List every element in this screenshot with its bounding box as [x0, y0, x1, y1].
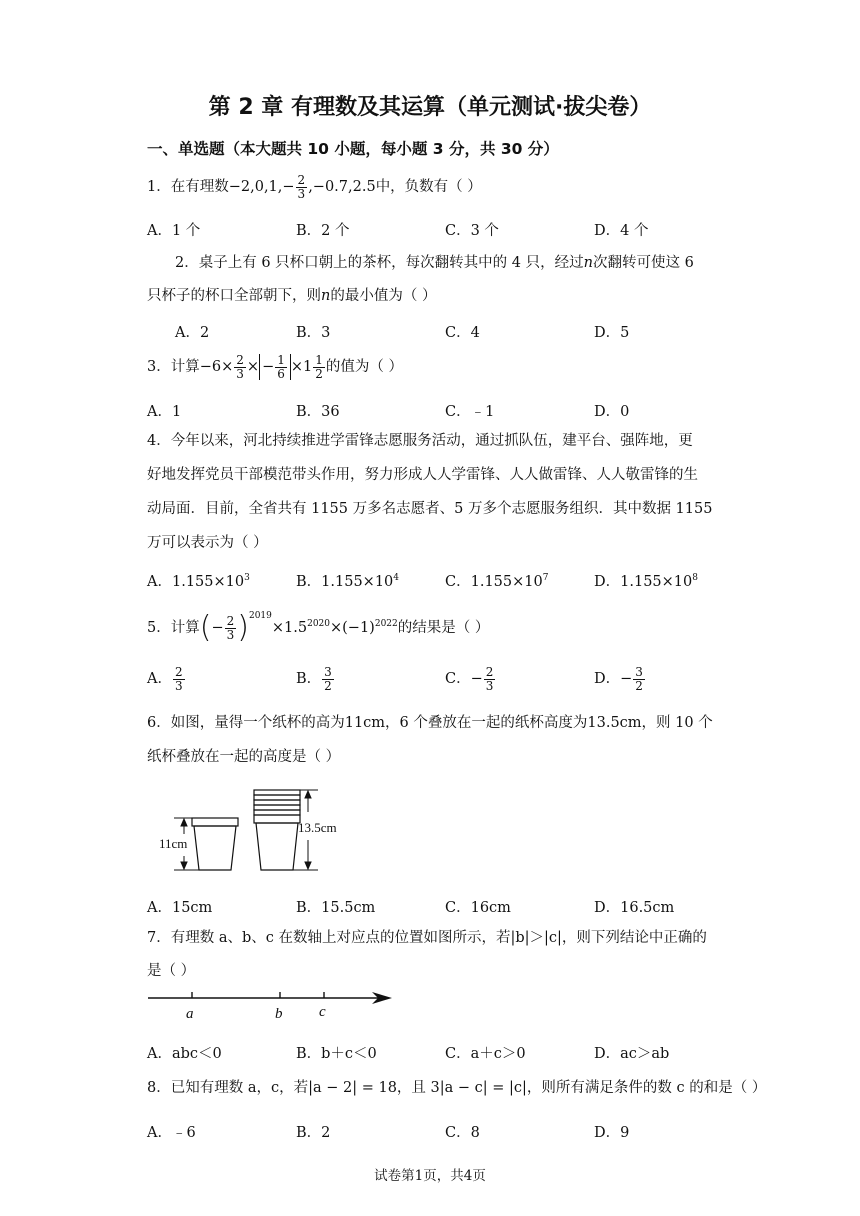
page-footer: 试卷第1页，共4页	[374, 1168, 486, 1184]
q3-option-d[interactable]: D．0	[594, 404, 630, 420]
q5-option-d[interactable]	[594, 666, 646, 692]
q4-c-exp: 7	[542, 573, 549, 584]
q5-fraction	[225, 615, 237, 641]
q3-f1-den: 3	[236, 366, 244, 381]
q1-list-b: ,−0.7,2.5	[308, 179, 376, 196]
q7-option-d[interactable]: D．ac＞ab	[594, 1046, 670, 1062]
q7-option-a[interactable]: A．abc＜0	[147, 1046, 222, 1062]
q4-b-exp: 4	[393, 573, 400, 584]
q6-option-c[interactable]: C．16cm	[445, 900, 511, 916]
q1-option-c[interactable]: C．3 个	[445, 223, 499, 239]
q3-expr-2: ×	[246, 359, 260, 376]
q5-a-num: 2	[174, 665, 183, 679]
q7-option-b[interactable]: B．b＋c＜0	[296, 1046, 377, 1062]
paper-cup-figure	[150, 784, 370, 880]
axis-label-c: c	[319, 1004, 326, 1020]
q4-c-base: 1.155×10	[470, 574, 543, 590]
q4-option-a[interactable]	[147, 570, 250, 591]
q3-fraction-2	[275, 354, 287, 380]
q5-exp-3: 2022	[374, 619, 398, 630]
q3-f1-num: 2	[236, 353, 244, 367]
q4-d-label: D．	[594, 574, 621, 590]
q1-option-a[interactable]: A．1 个	[147, 223, 201, 239]
q4-a-exp: 3	[244, 573, 250, 584]
q2-line1-post: 次翻转可使这 6	[592, 255, 694, 271]
single-cup	[192, 818, 238, 870]
q3-option-b[interactable]: B．36	[296, 404, 340, 420]
q5-c-num: 2	[485, 665, 494, 679]
q5-mid-2: ×(−1)	[330, 620, 375, 636]
q5-pre: 5．计算	[147, 620, 200, 636]
q8-option-c[interactable]: C．8	[445, 1125, 480, 1141]
q5-d-num: 3	[635, 665, 643, 679]
q3-fraction-1	[234, 354, 246, 380]
q5-a-den: 3	[174, 678, 183, 693]
q4-a-label: A．	[147, 574, 172, 590]
q2-option-a[interactable]: A．2	[175, 325, 210, 341]
q5-d-den: 2	[635, 678, 643, 693]
question-7-line-2: 是（ ）	[147, 963, 196, 979]
number-line-axis	[148, 992, 382, 998]
q1-frac-num: 2	[297, 173, 306, 187]
q4-d-base: 1.155×10	[620, 574, 693, 590]
q4-option-d[interactable]	[594, 570, 698, 591]
stacked-cups	[254, 790, 300, 870]
q8-option-b[interactable]: B．2	[296, 1125, 331, 1141]
q3-fraction-3	[313, 354, 325, 380]
q4-d-exp: 8	[692, 573, 698, 584]
q5-b-fraction	[322, 666, 334, 692]
q5-b-den: 2	[324, 678, 332, 693]
q2-line1-pre: 2．桌子上有 6 只杯口朝上的茶杯，每次翻转其中的 4 只，经过	[175, 255, 584, 271]
question-8-stem: 8．已知有理数 a，c，若|a − 2| = 18，且 3|a − c| = |c|，则所有满足条件的数 c 的和是（ ）	[147, 1080, 767, 1096]
q1-frac-den: 3	[297, 186, 306, 201]
q1-list-a: −2,0,1,−	[228, 179, 295, 196]
q3-expr-3: ×1	[290, 359, 313, 376]
q5-exp-1: 2019	[248, 611, 272, 621]
q4-b-base: 1.155×10	[321, 574, 394, 590]
question-6-line-2: 纸杯叠放在一起的高度是（ ）	[147, 749, 341, 765]
q2-line2-post: 的最小值为（ ）	[330, 288, 437, 304]
q3-pre: 3．计算	[147, 359, 200, 376]
q3-f2-num: 1	[277, 353, 285, 367]
q2-var-n: n	[583, 255, 593, 271]
axis-label-a: a	[186, 1006, 194, 1022]
q1-option-b[interactable]: B．2 个	[296, 223, 350, 239]
q1-post: 中，负数有（ ）	[375, 179, 482, 196]
q5-exp-2: 2020	[307, 619, 330, 630]
question-2-line-2	[147, 288, 436, 305]
q3-f2-den: 6	[277, 366, 285, 381]
q5-d-fraction	[633, 666, 645, 692]
question-4-line-4: 万可以表示为（ ）	[147, 535, 268, 551]
q5-right-paren: )	[237, 610, 249, 645]
q3-post: 的值为（ ）	[325, 359, 403, 376]
q4-b-label: B．	[296, 574, 322, 590]
q5-left-paren: (	[199, 610, 212, 645]
q5-option-a[interactable]	[147, 666, 186, 692]
question-3-stem	[147, 354, 403, 380]
q6-option-d[interactable]: D．16.5cm	[594, 900, 675, 916]
q1-pre: 1．在有理数	[147, 179, 229, 196]
q3-option-a[interactable]: A．1	[147, 404, 182, 420]
q5-c-fraction	[484, 666, 496, 692]
q2-option-d[interactable]: D．5	[594, 325, 630, 341]
q5-frac-den: 3	[226, 627, 235, 642]
q5-d-label: D．	[594, 671, 621, 688]
q2-var-n-2: n	[321, 288, 331, 304]
q3-f3-num: 1	[315, 353, 323, 367]
q5-b-num: 3	[324, 665, 332, 679]
q5-b-label: B．	[296, 671, 322, 688]
q2-option-b[interactable]: B．3	[296, 325, 331, 341]
q5-c-label: C．	[445, 671, 471, 688]
question-7-line-1: 7．有理数 a、b、c 在数轴上对应点的位置如图所示，若|b|＞|c|，则下列结论中正确的	[147, 930, 707, 946]
q3-expr-1: −6×	[199, 359, 234, 376]
q8-option-a[interactable]: A．﹣6	[147, 1125, 196, 1141]
q7-option-c[interactable]: C．a＋c＞0	[445, 1046, 526, 1062]
page-title: 第 2 章 有理数及其运算（单元测试·拔尖卷）	[208, 95, 652, 120]
q5-mid: ×1.5	[271, 620, 308, 636]
q8-option-d[interactable]: D．9	[594, 1125, 630, 1141]
q5-post: 的结果是（ ）	[397, 620, 490, 636]
number-line-figure	[140, 988, 400, 1024]
question-5-stem	[147, 610, 489, 646]
question-2-line-1	[175, 255, 694, 272]
q4-option-b[interactable]	[296, 570, 399, 591]
q2-option-c[interactable]: C．4	[445, 325, 480, 341]
stacked-cups-height-label: 13.5cm	[298, 820, 337, 835]
q5-c-den: 3	[485, 678, 494, 693]
single-cup-height-label: 11cm	[159, 836, 188, 851]
q5-frac-num: 2	[226, 613, 235, 628]
q5-minus: −	[211, 620, 224, 636]
question-4-line-3: 动局面．目前，全省共有 1155 万多名志愿者、5 万多个志愿服务组织．其中数据 1155	[147, 501, 713, 517]
q5-c-sign: −	[470, 671, 483, 688]
question-6-line-1: 6．如图，量得一个纸杯的高为11cm，6 个叠放在一起的纸杯高度为13.5cm，则 10 个	[147, 715, 713, 731]
q3-absolute-value	[259, 354, 291, 380]
q5-a-fraction	[173, 666, 185, 692]
q1-fraction	[296, 174, 308, 200]
axis-label-b: b	[275, 1006, 283, 1022]
question-4-line-1: 4．今年以来，河北持续推进学雷锋志愿服务活动，通过抓队伍，建平台、强阵地，更	[147, 433, 693, 449]
q4-a-base: 1.155×10	[171, 574, 245, 590]
q6-option-a[interactable]: A．15cm	[147, 900, 213, 916]
q5-d-sign: −	[620, 671, 633, 688]
q4-option-c[interactable]	[445, 570, 548, 591]
q6-option-b[interactable]: B．15.5cm	[296, 900, 376, 916]
q3-option-c[interactable]: C．﹣1	[445, 404, 495, 420]
section-heading: 一、单选题（本大题共 10 小题，每小题 3 分，共 30 分）	[147, 140, 559, 158]
q5-option-b[interactable]	[296, 666, 335, 692]
question-4-line-2: 好地发挥党员干部模范带头作用，努力形成人人学雷锋、人人做雷锋、人人敬雷锋的生	[147, 467, 698, 483]
q4-c-label: C．	[445, 574, 471, 590]
q3-f3-den: 2	[315, 366, 323, 381]
q2-line2-pre: 只杯子的杯口全部朝下，则	[147, 288, 321, 304]
q3-abs-minus: −	[262, 359, 275, 376]
q5-option-c[interactable]	[445, 666, 496, 692]
question-1-stem	[147, 174, 482, 200]
q1-option-d[interactable]: D．4 个	[594, 223, 649, 239]
q5-a-label: A．	[147, 671, 172, 688]
